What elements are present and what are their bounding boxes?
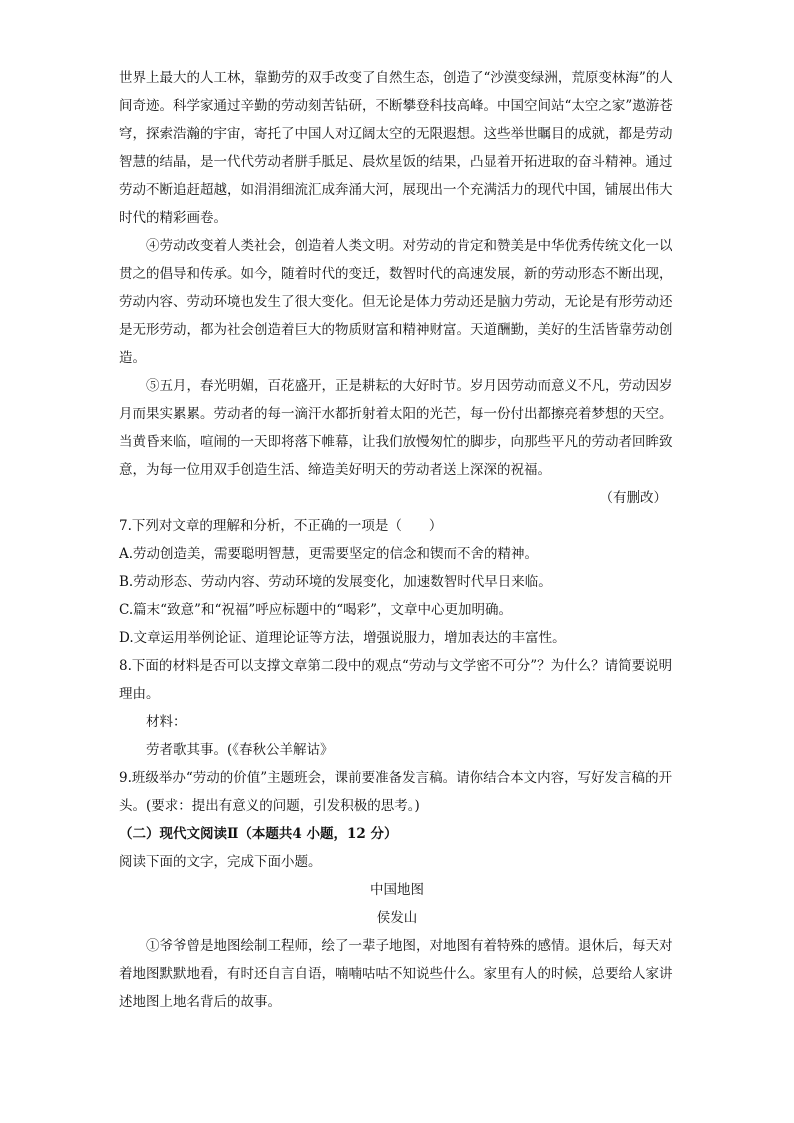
question-7-option-c: C.篇末“致意”和“祝福”呼应标题中的“喝彩”，文章中心更加明确。 — [119, 602, 513, 618]
question-7-option-b: B.劳动形态、劳动内容、劳动环境的发展变化，加速数智时代早日来临。 — [119, 574, 552, 590]
question-8-material-text: 劳者歌其事。(《春秋公羊解诂》 — [146, 742, 334, 758]
question-8-material-label: 材料： — [146, 714, 187, 730]
article-paragraph-continued: 世界上最大的人工林，靠勤劳的双手改变了自然生态，创造了“沙漠变绿洲，荒原变林海”的人间奇迹。科学家通过辛勤的劳动刻苦钻研，不断攀登科技高峰。中国空间站“太空之家”遨游苍穹，探索浩瀚的宇宙，寄托了中国人对辽阔太空的无限遐想。这些举世瞩目的成就，都是劳动智慧的结晶，是一代代劳动者胼手胝足、晨炊星饭的结果，凸显着开拓进取的奋斗精神。通过劳动不断追赶超越，如涓涓细流汇成奔涌大河，展现出一个充满活力的现代中国，铺展出伟大时代的精彩画卷。 — [119, 70, 673, 226]
story-paragraph-1: ①爷爷曾是地图绘制工程师，绘了一辈子地图，对地图有着特殊的感情。退休后，每天对着地图默默地看，有时还自言自语，喃喃咕咕不知说些什么。家里有人的时候，总要给人家讲述地图上地名背后的故事。 — [119, 938, 673, 1010]
question-7-option-a: A.劳动创造美，需要聪明智慧，更需要坚定的信念和锲而不舍的精神。 — [119, 546, 539, 562]
question-8-stem: 8.下面的材料是否可以支撑文章第二段中的观点“劳动与文学密不可分”？为什么？请简要说明理由。 — [119, 658, 673, 702]
story-author: 侯发山 — [376, 910, 418, 926]
story-title: 中国地图 — [370, 882, 424, 898]
article-paragraph-5: ⑤五月，春光明媚，百花盛开，正是耕耘的大好时节。岁月因劳动而意义不凡，劳动因岁月而果实累累。劳动者的每一滴汗水都折射着太阳的光芒，每一份付出都擦亮着梦想的天空。当黄昏来临，喧闹的一天即将落下帷幕，让我们放慢匆忙的脚步，向那些平凡的劳动者回眸致意，为每一位用双手创造生活、缔造美好明天的劳动者送上深深的祝福。 — [119, 378, 673, 478]
question-7-stem: 7.下列对文章的理解和分析，不正确的一项是（ ） — [119, 518, 443, 534]
section-2-heading: （二）现代文阅读Ⅱ（本题共4 小题，12 分） — [119, 826, 398, 842]
source-note: （有删改） — [599, 490, 667, 506]
question-9-stem: 9.班级举办“劳动的价值”主题班会，课前要准备发言稿。请你结合本文内容，写好发言稿的开头。(要求：提出有意义的问题，引发积极的思考。) — [119, 770, 673, 814]
question-7-option-d: D.文章运用举例论证、道理论证等方法，增强说服力，增加表达的丰富性。 — [119, 630, 566, 646]
section-2-instruction: 阅读下面的文字，完成下面小题。 — [119, 854, 322, 870]
page-content — [119, 64, 675, 1016]
article-paragraph-4: ④劳动改变着人类社会，创造着人类文明。对劳动的肯定和赞美是中华优秀传统文化一以贯之的倡导和传承。如今，随着时代的变迁，数智时代的高速发展，新的劳动形态不断出现，劳动内容、劳动环境也发生了很大变化。但无论是体力劳动还是脑力劳动，无论是有形劳动还是无形劳动，都为社会创造着巨大的物质财富和精神财富。天道酬勤，美好的生活皆靠劳动创造。 — [119, 238, 673, 366]
